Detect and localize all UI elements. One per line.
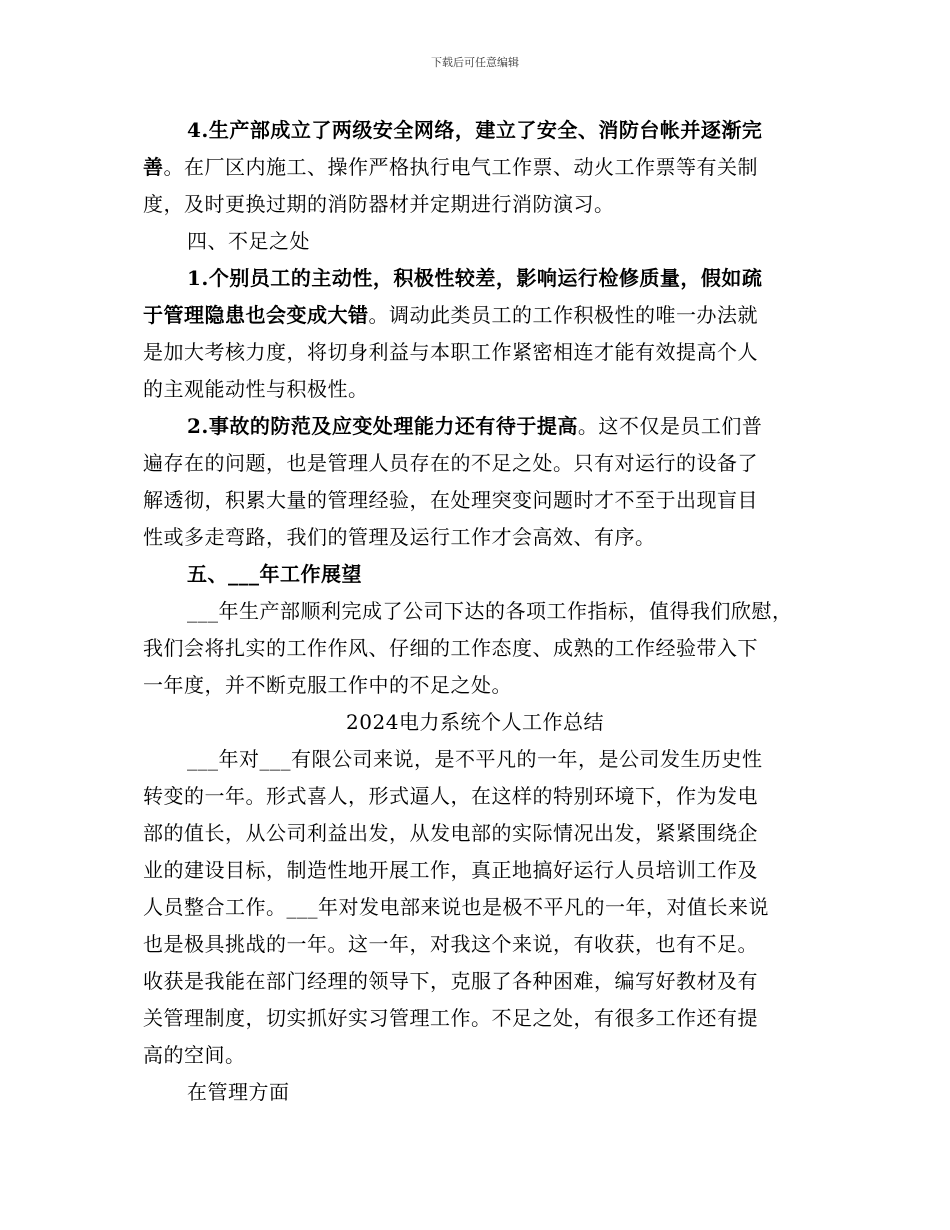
paragraph-line: ___年生产部顺利完成了公司下达的各项工作指标，值得我们欣慰， [187, 599, 793, 623]
paragraph-line: 是加大考核力度，将切身利益与本职工作紧密相连才能有效提高个人 [143, 340, 758, 364]
paragraph-line: 部的值长，从公司利益出发，从发电部的实际情况出发，紧紧围绕企 [143, 821, 758, 845]
paragraph-line: 也是极具挑战的一年。这一年，对我这个来说，有收获，也有不足。 [143, 932, 758, 956]
paragraph-line: 遍存在的问题，也是管理人员存在的不足之处。只有对运行的设备了 [143, 451, 758, 475]
paragraph-line: 性或多走弯路，我们的管理及运行工作才会高效、有序。 [143, 525, 656, 549]
paragraph-line: 收获是我能在部门经理的领导下，克服了各种困难，编写好教材及有 [143, 969, 758, 993]
document-title: 2024电力系统个人工作总结 [346, 710, 604, 734]
paragraph-line: 一年度，并不断克服工作中的不足之处。 [143, 673, 512, 697]
paragraph-line: 转变的一年。形式喜人，形式逼人，在这样的特别环境下，作为发电 [143, 784, 758, 808]
paragraph-line: 1.个别员工的主动性，积极性较差，影响运行检修质量，假如疏 [187, 266, 763, 290]
section-heading: 四、不足之处 [187, 229, 310, 253]
paragraph-line: 2.事故的防范及应变处理能力还有待于提高。这不仅是员工们普 [187, 414, 763, 438]
paragraph-line: 度，及时更换过期的消防器材并定期进行消防演习。 [143, 192, 615, 216]
paragraph-line: ___年对___有限公司来说，是不平凡的一年，是公司发生历史性 [187, 747, 763, 771]
paragraph-line: 高的空间。 [143, 1043, 246, 1067]
paragraph-line: 4.生产部成立了两级安全网络，建立了安全、消防台帐并逐渐完 [187, 118, 763, 142]
paragraph-line: 的主观能动性与积极性。 [143, 377, 369, 401]
paragraph-line: 善。在厂区内施工、操作严格执行电气工作票、动火工作票等有关制 [143, 155, 758, 179]
paragraph-line: 业的建设目标，制造性地开展工作，真正地搞好运行人员培训工作及 [143, 858, 758, 882]
paragraph-line: 人员整合工作。___年对发电部来说也是极不平凡的一年，对值长来说 [143, 895, 769, 919]
paragraph-line: 关管理制度，切实抓好实习管理工作。不足之处，有很多工作还有提 [143, 1006, 758, 1030]
paragraph-line: 解透彻，积累大量的管理经验，在处理突变问题时才不至于出现盲目 [143, 488, 758, 512]
paragraph-line: 在管理方面 [187, 1080, 290, 1104]
page-header: 下载后可任意编辑 [431, 56, 519, 69]
paragraph-line: 我们会将扎实的工作作风、仔细的工作态度、成熟的工作经验带入下 [143, 636, 758, 660]
paragraph-line: 于管理隐患也会变成大错。调动此类员工的工作积极性的唯一办法就 [143, 303, 758, 327]
section-heading: 五、___年工作展望 [187, 562, 362, 586]
